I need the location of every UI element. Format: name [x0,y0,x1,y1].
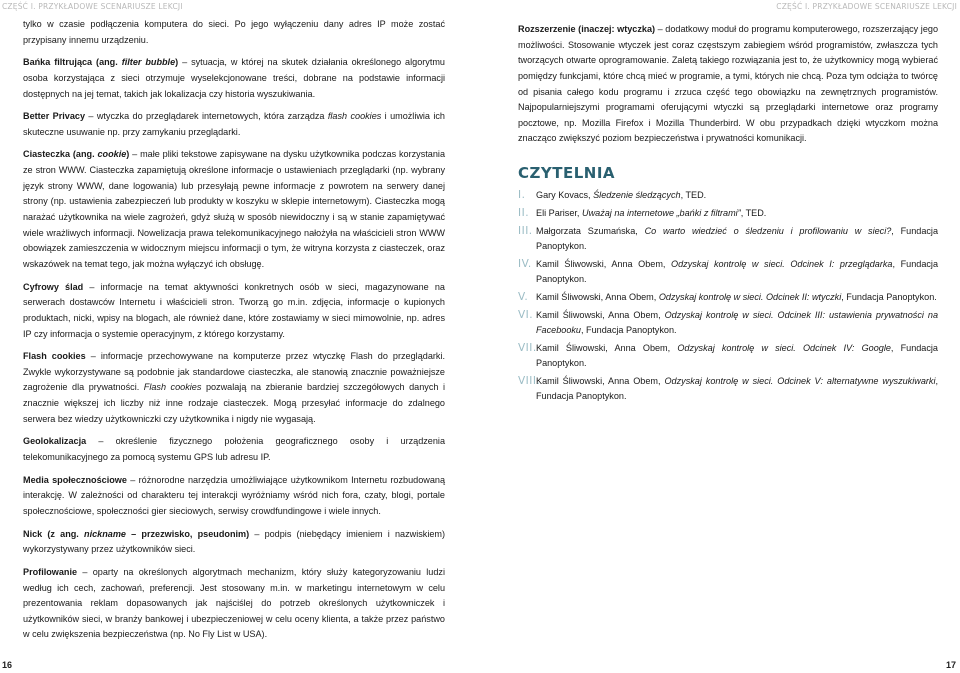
entry-text: – sytuacja, w której na skutek działania określonego algorytmu osoba korzystająca z sieci otrzymuje wyselekcjonowane treści, dobrane na podstawie informacji dostępnych na jej temat, takich jak lokalizacja czy historia wyszukiwania. [23,57,445,99]
reading-item [518,290,938,305]
reading-title: Odzyskaj kontrolę w sieci. Odcinek III: ustawienia prywatności na Facebooku [536,310,939,336]
entry-term-end: – przezwisko, pseudonim) [125,528,250,539]
reading-item [518,188,938,203]
glossary-entry-cookies [23,147,445,272]
reading-source: , Fundacja Panoptykon. [581,325,677,336]
glossary-column-left [23,17,445,650]
roman-numeral: VII. [518,342,537,355]
roman-numeral: III. [518,225,533,238]
reading-title: Odzyskaj kontrolę w sieci. Odcinek I: przeglądarka [671,259,893,270]
reading-list [518,188,938,404]
reading-item [518,308,938,338]
reading-item [518,257,938,287]
reading-title: Uważaj na internetowe „bańki z filtrami” [582,208,741,219]
entry-text: – informacje na temat aktywności konkretnych osób w sieci, magazynowane na serwerach dostawców Internetu i właścicieli stron. Tworzą go m.in. zdjęcia, informacje o kupionych produktach, nicki, wpisy na blogach, ale również dane, które zostawiamy w sieci mimowolnie, np. adres IP czy informacja o systemie operacyjnym, z którego korzystamy. [23,281,445,339]
entry-text: pozwalają na zbieranie bardziej szczegółowych danych i znacznie większej ich liczby niż inne rodzaje ciasteczek. Mogą przesyłać informacje do zdalnego serwera bez wiedzy użytkowniczki czy użytkownika i nigdy nie wygasają. [23,382,445,424]
reading-source: , Fundacja Panoptykon. [536,226,939,252]
entry-term: Media społecznościowe [23,474,127,485]
entry-term: Ciasteczka (ang. [23,149,95,160]
reading-author: Kamil Śliwowski, Anna Obem, [536,259,672,270]
entry-text: – wtyczka do przeglądarek internetowych, która zarządza [85,111,328,122]
glossary-entry-digital-footprint [23,280,445,343]
reading-source: , Fundacja Panoptykon. [536,343,938,369]
reading-source: , TED. [680,190,707,201]
glossary-entry-nick [23,527,445,558]
roman-numeral: VIII. [518,375,541,388]
glossary-entry-geolocation [23,434,445,465]
glossary-entry-filter-bubble [23,55,445,102]
glossary-entry-profiling [23,565,445,643]
reading-source: , Fundacja Panoptykon. [536,259,939,285]
entry-text: – informacje przechowywane na komputerze przez wtyczkę Flash do przeglądarki. Zwykle wykorzystywane są podobnie jak standardowe ciasteczka, ale stanowią znacznie poważniejsze zagrożenie dla prywatności. [23,351,445,393]
entry-text: – określenie fizycznego położenia geograficznego osoby i urządzenia telekomunikacyjnego za pomocą systemu GPS lub adresu IP. [23,436,445,463]
glossary-entry-better-privacy [23,109,445,140]
reading-item [518,341,938,371]
reading-title: Śledzenie śledzących [593,190,681,201]
entry-term: Better Privacy [23,111,86,122]
entry-term-original: nickname [84,528,126,539]
glossary-entry-social-media [23,473,445,520]
glossary-entry-flash-cookies [23,349,445,427]
entry-term-end: ) [126,149,130,160]
roman-numeral: VI. [518,309,534,322]
entry-text: i umożliwia ich skuteczne usuwanie np. przy zamykaniu przeglądarki. [23,111,445,137]
reading-author: Kamil Śliwowski, Anna Obem, [536,292,659,303]
reading-title: Odzyskaj kontrolę w sieci. Odcinek IV: Google [677,343,891,354]
entry-term: Geolokalizacja [23,436,87,447]
running-header-right: CZĘŚĆ I. PRZYKŁADOWE SCENARIUSZE LEKCJI [776,2,957,11]
entry-term: Rozszerzenie (inaczej: wtyczka) [518,24,656,34]
entry-text: – oparty na określonych algorytmach mechanizm, który służy kategoryzowaniu ludzi według ich cech, zachowań, preferencji. Jest stosowany m.in. w marketingu internetowym w celu prezentowania reklam dopasowanych jak najściślej do potrzeb określonych użytkowniczek i użytkowników sieci, w branży bankowej i ubezpieczeniowej w celu oceny klienta, a także przez państwo w celu zwiększenia bezpieczeństwa (np. No Fly List w USA). [23,566,445,640]
reading-source: , Fundacja Panoptykon. [536,376,939,402]
glossary-column-right [518,22,938,407]
reading-author: Kamil Śliwowski, Anna Obem, [536,343,678,354]
roman-numeral: V. [518,291,529,304]
entry-term: Bańka filtrująca (ang. [23,57,118,68]
entry-term-original: filter bubble [121,57,176,68]
reading-source: , TED. [740,208,767,219]
reading-author: Eli Pariser, [536,208,582,219]
reading-item [518,224,938,254]
page-number-left: 16 [2,660,13,670]
entry-term: Nick (z ang. [23,528,79,539]
entry-text: – dodatkowy moduł do programu komputerowego, rozszerzający jego możliwości. Stosowanie wtyczek jest coraz częstszym zabiegiem wśród programistów, zwłaszcza tych tworzących otwarte oprogramowanie. Zaletą takiego rozwiązania jest to, że użytkownicy mogą wybierać pomiędzy funkcjami, które chcą mieć w programie, a tymi, których nie chcą. Poza tym odciąża to twórcę od pisania całego kodu programu i zrzuca część tego obowiązku na zewnętrznych programistów. Najpopularniejszymi programami oferującymi wtyczki są przeglądarki internetowe oraz programy pocztowe, np. Mozilla Firefox i Mozilla Thunderbird. W obu przypadkach dzięki wtyczkom można znacząco zwiększyć poziom bezpieczeństwa i prywatności komunikacji. [518,24,938,144]
entry-text: – podpis (niebędący imieniem i nazwiskiem) wykorzystywany przez użytkowników sieci. [23,528,446,555]
running-header-left: CZĘŚĆ I. PRZYKŁADOWE SCENARIUSZE LEKCJI [2,2,183,11]
entry-text: – różnorodne narzędzia umożliwiające użytkownikom Internetu rozbudowaną interakcję. W zależności od charakteru tej interakcji wyróżniamy wśród nich fora, czaty, blogi, portale społecznościowe, społeczności gier sieciowych, serwisy crowdfundingowe i wiele innych. [23,474,445,516]
entry-term-original: cookie [97,149,127,160]
entry-emphasis: Flash cookies [143,382,202,393]
roman-numeral: IV. [518,258,532,271]
reading-title: Odzyskaj kontrolę w sieci. Odcinek II: wtyczki [658,292,842,303]
page-number-right: 17 [945,660,956,670]
right-page [480,0,960,673]
reading-title: Odzyskaj kontrolę w sieci. Odcinek V: alternatywne wyszukiwarki [664,376,936,387]
entry-term: Cyfrowy ślad [23,281,84,292]
reading-source: , Fundacja Panoptykon. [841,292,937,303]
entry-term-end: ) [175,57,179,68]
reading-author: Małgorzata Szumańska, [536,226,645,237]
reading-title: Co warto wiedzieć o śledzeniu i profilowaniu w sieci? [644,226,892,237]
entry-term: Flash cookies [23,351,86,362]
reading-section-title: CZYTELNIA [518,164,616,183]
reading-item [518,374,938,404]
entry-term: Profilowanie [23,566,78,577]
glossary-entry-extension [518,22,938,147]
reading-item [518,206,938,221]
reading-author: Kamil Śliwowski, Anna Obem, [536,376,665,387]
roman-numeral: I. [518,189,526,202]
roman-numeral: II. [518,207,530,220]
entry-text: – małe pliki tekstowe zapisywane na dysku użytkownika podczas korzystania ze stron WWW. Ciasteczka zapamiętują określone informacje o ustawieniach przeglądarki (np. wybrany język strony WWW, dane logowania) lub przesyłają pewne informacje z powrotem na serwery danej strony (np. ustawienia zabezpieczeń lub produkty w koszyku w sklepie internetowym). Ciasteczka mogą narażać użytkownika na wiele zagrożeń, gdyż służą w sposób niewidoczny i są w stanie zapamiętywać wiele wrażliwych informacji. Nowelizacja prawa telekomunikacyjnego nałożyła na właścicieli stron WWW obowiązek zamieszczenia w widocznym miejscu informacji o tym, że witryna korzysta z ciasteczek, oraz wskazówek na temat tego, jak można wyłączyć ich obsługę. [23,149,445,269]
reading-author: Gary Kovacs, [536,190,594,201]
glossary-entry-ip-continued [23,17,445,48]
entry-emphasis: flash cookies [327,111,382,122]
entry-text: tylko w czasie podłączenia komputera do sieci. Po jego wyłączeniu dany adres IP może zostać przypisany innemu urządzeniu. [23,19,445,45]
reading-author: Kamil Śliwowski, Anna Obem, [536,310,665,321]
